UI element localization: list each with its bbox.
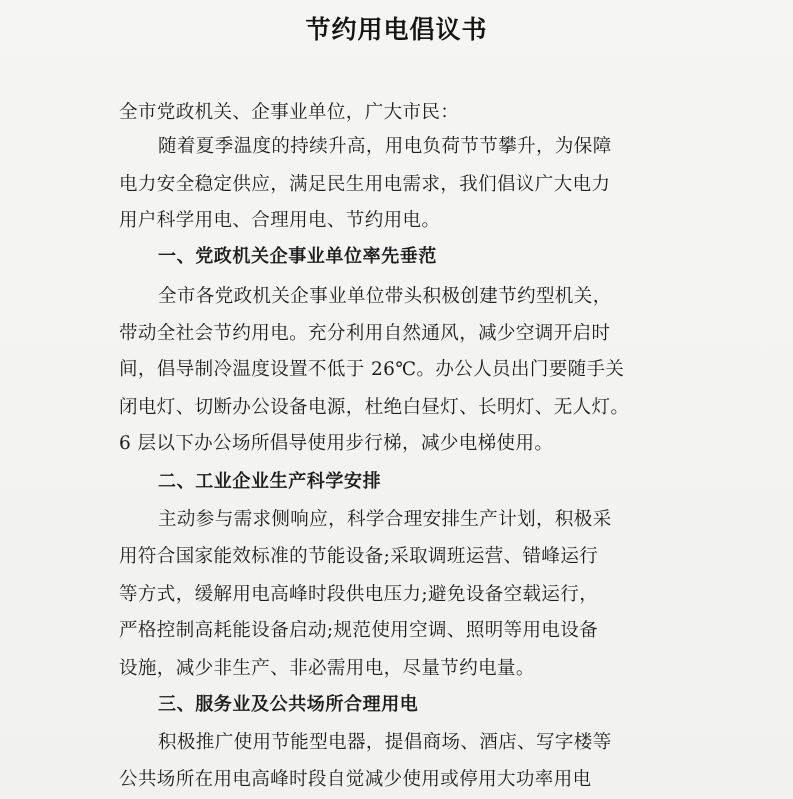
section-1-line: 闭电灯、切断办公设备电源，杜绝白昼灯、长明灯、无人灯。 [119,397,630,418]
section-2-line: 严格控制高耗能设备启动;规范使用空调、照明等用电设备 [119,620,599,641]
section-2-line: 主动参与需求侧响应，科学合理安排生产计划，积极采 [158,509,612,530]
section-3-line: 积极推广使用节能型电器，提倡商场、酒店、写字楼等 [158,732,612,753]
section-2-line: 等方式，缓解用电高峰时段供电压力;避免设备空载运行， [119,584,599,605]
intro-line: 随着夏季温度的持续升高，用电负荷节节攀升，为保障 [158,136,612,157]
section-1-line: 6 层以下办公场所倡导使用步行梯，减少电梯使用。 [119,433,554,454]
section-2-line: 用符合国家能效标准的节能设备;采取调班运营、错峰运行 [119,546,599,567]
intro-line: 电力安全稳定供应，满足民生用电需求，我们倡议广大电力 [119,174,611,195]
section-2-line: 设施，减少非生产、非必需用电，尽量节约电量。 [119,658,535,679]
section-1-line: 带动全社会节约用电。充分利用自然通风，减少空调开启时 [119,323,611,344]
salutation: 全市党政机关、企事业单位，广大市民： [119,102,460,123]
section-heading-2: 二、工业企业生产科学安排 [158,471,382,492]
section-1-line: 间，倡导制冷温度设置不低于 26℃。办公人员出门要随手关 [119,359,625,380]
section-heading-1: 一、党政机关企事业单位率先垂范 [158,246,437,267]
section-heading-3: 三、服务业及公共场所合理用电 [158,694,419,715]
document-title: 节约用电倡议书 [305,15,488,44]
intro-line: 用户科学用电、合理用电、节约用电。 [119,210,441,231]
section-3-line: 公共场所在用电高峰时段自觉减少使用或停用大功率用电 [119,769,592,790]
section-1-line: 全市各党政机关企事业单位带头积极创建节约型机关， [158,286,612,307]
